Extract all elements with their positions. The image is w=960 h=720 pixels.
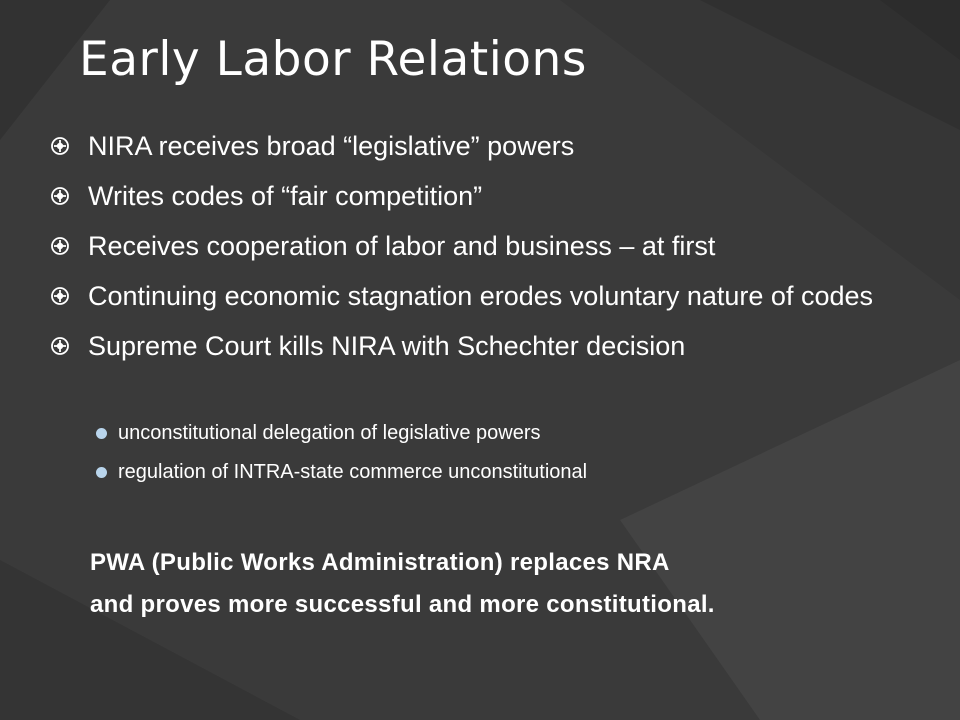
filled-dot-icon [96,467,107,478]
bullet-text: NIRA receives broad “legislative” powers [88,131,575,161]
sub-bullet-item [96,458,896,486]
circle-cross-icon [50,336,70,356]
circle-cross-icon [50,186,70,206]
bullet-text: Continuing economic stagnation erodes voluntary nature of codes [88,281,873,311]
bullet-item [50,178,910,214]
conclusion-note [90,542,930,626]
circle-cross-icon [50,136,70,156]
bullet-item [50,128,910,164]
sub-bullet-list [96,419,896,497]
note-line: and proves more successful and more constitutional. [90,591,715,618]
note-line: PWA (Public Works Administration) replaces NRA [90,549,670,576]
bullet-item [50,328,910,364]
slide-title: Early Labor Relations [79,32,587,87]
filled-dot-icon [96,428,107,439]
circle-cross-icon [50,236,70,256]
bullet-list [50,128,910,378]
bullet-item [50,278,910,314]
sub-bullet-text: unconstitutional delegation of legislative powers [118,422,541,444]
bullet-text: Writes codes of “fair competition” [88,181,483,211]
bullet-item [50,228,910,264]
bullet-text: Supreme Court kills NIRA with Schechter decision [88,331,686,361]
bullet-text: Receives cooperation of labor and business – at first [88,231,716,261]
circle-cross-icon [50,286,70,306]
sub-bullet-item [96,419,896,447]
sub-bullet-text: regulation of INTRA-state commerce unconstitutional [118,461,588,483]
